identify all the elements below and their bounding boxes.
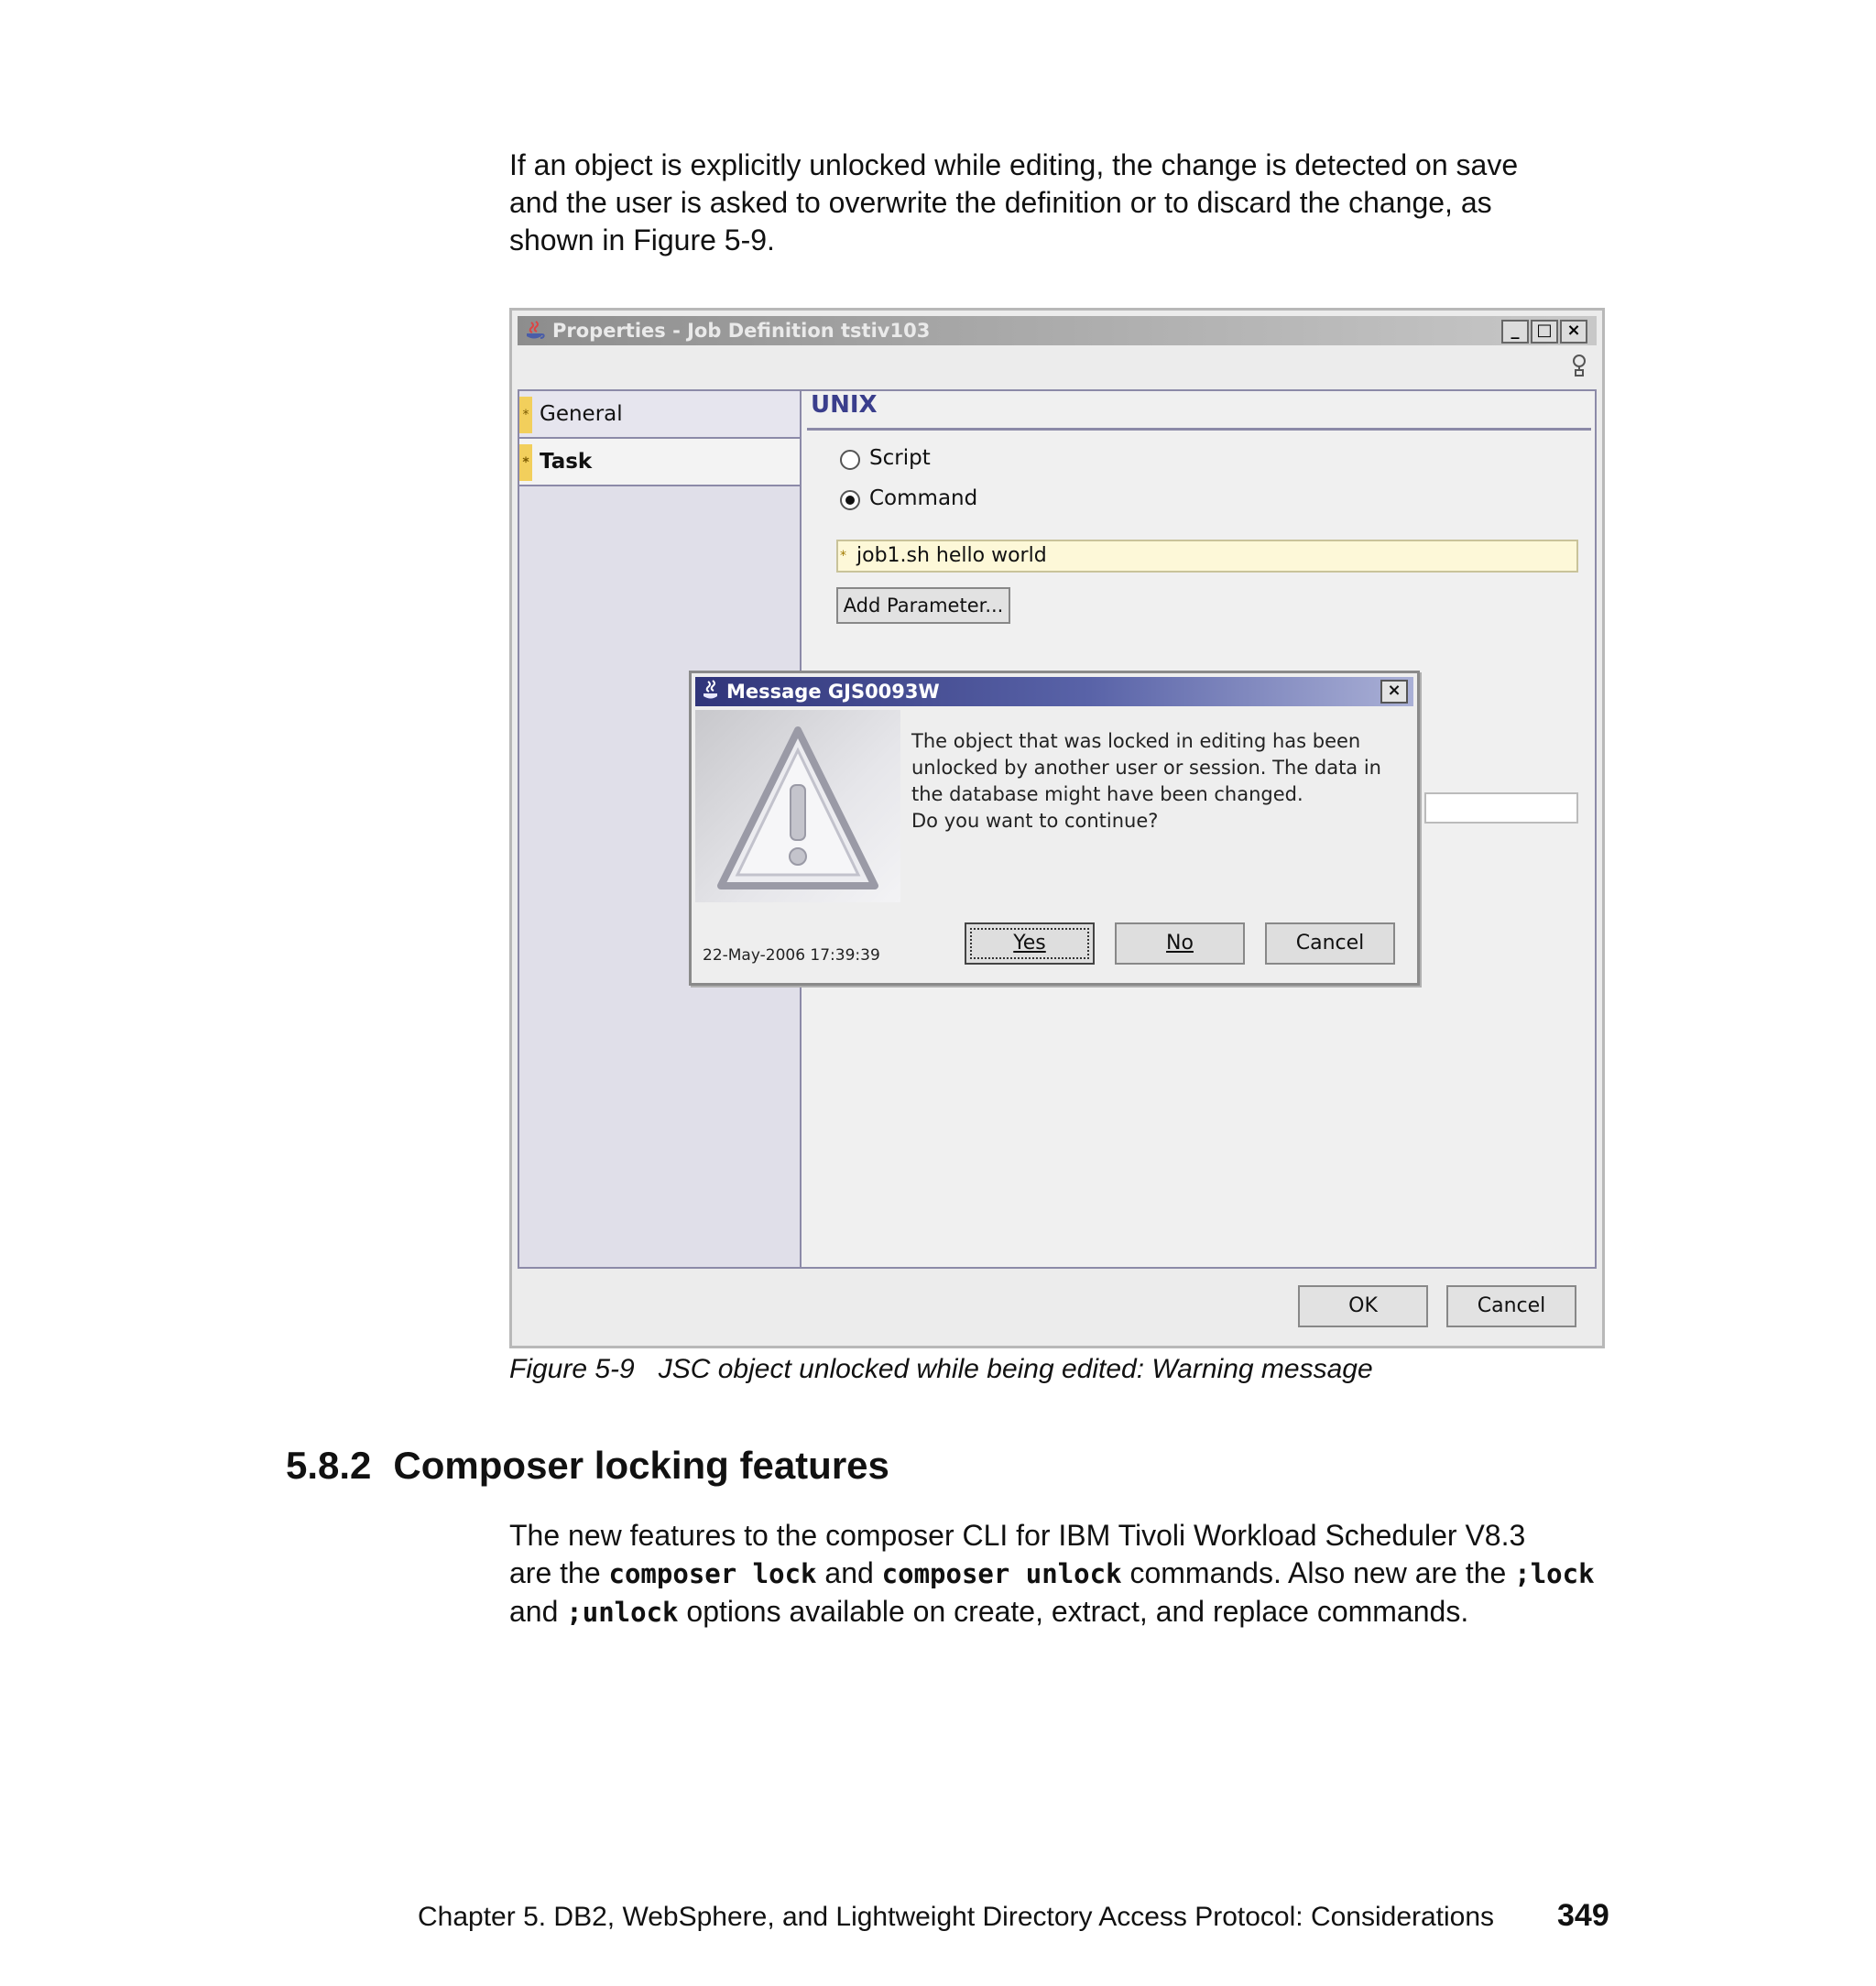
nav-item-general[interactable]: [519, 391, 800, 439]
java-icon: [523, 319, 547, 343]
section-divider: [807, 428, 1591, 431]
body-line: [509, 1555, 1609, 1593]
maximize-button[interactable]: □: [1531, 320, 1558, 344]
yes-label: Yes: [1013, 932, 1046, 955]
body-line: [509, 1593, 1609, 1631]
message-line: unlocked by another user or session. The data in: [911, 757, 1381, 779]
body-line: The new features to the composer CLI for IBM Tivoli Workload Scheduler V8.3: [509, 1519, 1526, 1552]
body-text: options available on create, extract, and replace commands.: [678, 1595, 1469, 1628]
dialog-timestamp: 22-May-2006 17:39:39: [703, 946, 880, 965]
figure-caption-text: JSC object unlocked while being edited: Warning message: [658, 1354, 1373, 1384]
section-title: UNIX: [811, 391, 878, 419]
body-text: and: [816, 1556, 882, 1589]
java-icon: [701, 679, 723, 703]
figure-number: Figure 5-9: [509, 1354, 635, 1384]
minimize-button[interactable]: _: [1501, 320, 1529, 344]
partially-hidden-field[interactable]: [1424, 792, 1578, 824]
chapter-footer: Chapter 5. DB2, WebSphere, and Lightweight Directory Access Protocol: Considerations: [418, 1902, 1495, 1932]
dialog-message: [911, 728, 1406, 835]
cancel-label: Cancel: [1295, 932, 1365, 955]
required-marker: *: [519, 397, 532, 433]
nav-item-label: General: [540, 402, 623, 426]
command-radio[interactable]: [840, 490, 860, 510]
no-label: No: [1166, 932, 1194, 955]
command-value: job1.sh hello world: [856, 544, 1047, 567]
page-number: 349: [1557, 1898, 1609, 1933]
warning-triangle-icon: [695, 710, 900, 902]
intro-line: and the user is asked to overwrite the definition or to discard the change, as: [509, 186, 1492, 219]
body-paragraph: [509, 1517, 1609, 1631]
window-title-bar[interactable]: [518, 316, 1597, 345]
figure-caption: [509, 1354, 1373, 1385]
intro-line: If an object is explicitly unlocked while editing, the change is detected on save: [509, 148, 1519, 181]
window-cancel-button[interactable]: Cancel: [1446, 1285, 1576, 1327]
dialog-title: Message GJS0093W: [726, 681, 940, 703]
code-unlock-option: ;unlock: [566, 1597, 679, 1628]
section-number: 5.8.2: [286, 1444, 372, 1487]
section-title-text: Composer locking features: [393, 1444, 889, 1487]
window-title: Properties - Job Definition tstiv103: [552, 320, 931, 342]
dialog-title-bar[interactable]: [695, 677, 1413, 706]
add-parameter-button[interactable]: Add Parameter...: [836, 587, 1010, 624]
code-composer-lock: composer lock: [608, 1558, 817, 1589]
section-heading: [286, 1444, 889, 1488]
warning-graphic: [695, 710, 900, 902]
body-text: are the: [509, 1556, 609, 1589]
intro-paragraph: [509, 147, 1609, 259]
nav-item-label: Task: [540, 450, 593, 474]
script-radio[interactable]: [840, 450, 860, 470]
script-radio-label: Script: [869, 446, 931, 470]
no-button[interactable]: [1115, 922, 1245, 965]
body-text: and: [509, 1595, 567, 1628]
ok-button[interactable]: OK: [1298, 1285, 1428, 1327]
code-composer-unlock: composer unlock: [881, 1558, 1122, 1589]
window-controls: [1501, 320, 1587, 344]
code-lock-option: ;lock: [1514, 1558, 1595, 1589]
command-input[interactable]: [836, 540, 1578, 573]
command-radio-label: Command: [869, 486, 978, 510]
dialog-close-button[interactable]: ×: [1380, 680, 1408, 704]
body-text: commands. Also new are the: [1121, 1556, 1515, 1589]
yes-button[interactable]: [965, 922, 1095, 965]
required-marker: *: [519, 444, 532, 481]
help-icon[interactable]: [1567, 353, 1591, 378]
message-line: the database might have been changed.: [911, 783, 1303, 805]
close-button[interactable]: ×: [1560, 320, 1587, 344]
intro-line: shown in Figure 5-9.: [509, 224, 775, 256]
nav-item-task[interactable]: [519, 439, 800, 486]
required-marker: *: [840, 549, 846, 563]
message-line: The object that was locked in editing has been: [911, 730, 1361, 752]
warning-dialog: [689, 671, 1420, 986]
message-line: Do you want to continue?: [911, 810, 1159, 832]
dialog-cancel-button[interactable]: [1265, 922, 1395, 965]
